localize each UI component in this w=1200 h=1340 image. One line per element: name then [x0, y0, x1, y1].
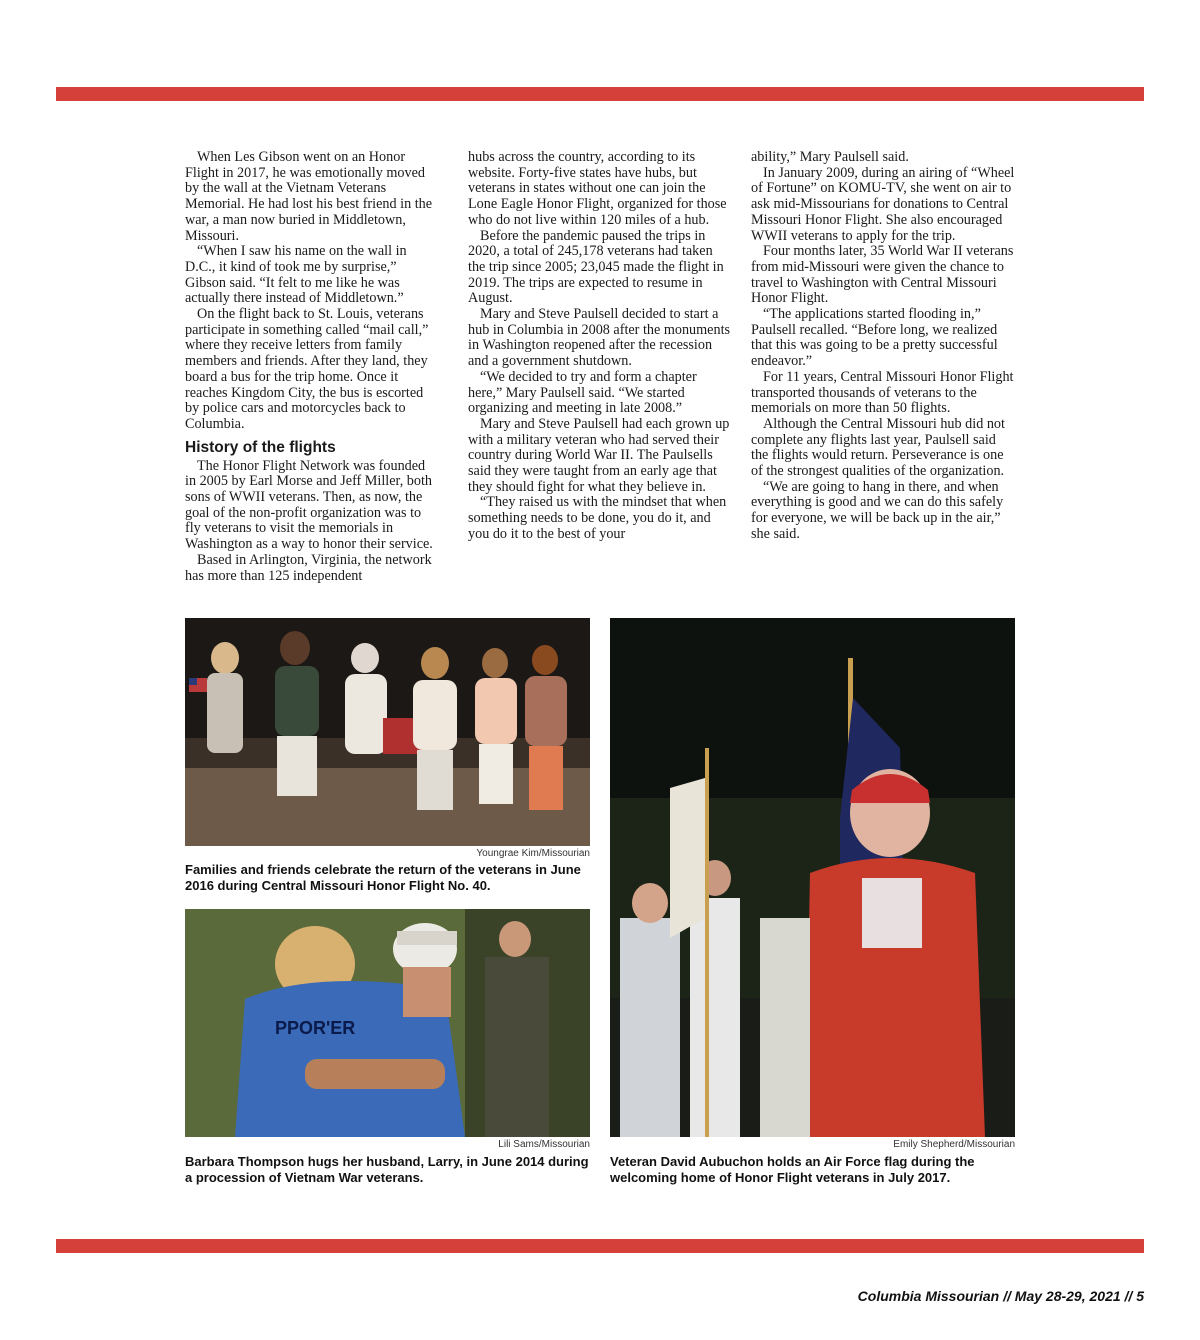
paragraph: ability,” Mary Paulsell said. — [751, 149, 909, 165]
photo-caption: Barbara Thompson hugs her husband, Larry, in June 2014 during a procession of Vietnam War veterans. — [185, 1154, 589, 1185]
paragraph: “They raised us with the mindset that when something needs to be done, you do it, and you do it to the best of your — [468, 494, 727, 542]
paragraph: “We decided to try and form a chapter here,” Mary Paulsell said. “We started organizing and meeting in late 2008.” — [468, 368, 697, 417]
photo-caption: Veteran David Aubuchon holds an Air Force flag during the welcoming home of Honor Flight veterans in July 2017. — [610, 1154, 975, 1185]
paragraph: On the flight back to St. Louis, veterans participate in something called “mail call,” where they receive letters from family members and friends. After they land, they board a bus for the trip home. Once it reaches Kingdom City, the bus is escorted by police cars and motorcycles back to Columbia. — [185, 306, 429, 432]
paragraph: hubs across the country, according to its website. Forty-five states have hubs, but veterans in states without one can join the Lone Eagle Honor Flight, organized for those who do not live within 120 miles of a hub. — [468, 149, 727, 228]
article-column-2 — [468, 150, 732, 543]
photo-credit: Youngrae Kim/Missourian — [476, 848, 590, 859]
paragraph: In January 2009, during an airing of “Wheel of Fortune” on KOMU-TV, she went on air to ask mid-Missourians for donations to Central Missouri Honor Flight. She also encouraged WWII veterans to apply for the trip. — [751, 164, 1015, 244]
article-column-1 — [185, 150, 435, 584]
paragraph: Mary and Steve Paulsell decided to start a hub in Columbia in 2008 after the monuments in Washington reopened after the recession and a government shutdown. — [468, 306, 731, 370]
paragraph: Although the Central Missouri hub did not complete any flights last year, Paulsell said the flights would return. Perseverance is one of the strongest qualities of the organization. — [751, 415, 1005, 480]
shirt-text: PPOR'ER — [275, 1018, 356, 1038]
photo-caption: Families and friends celebrate the return of the veterans in June 2016 during Central Missouri Honor Flight No. 40. — [185, 862, 581, 893]
paragraph: “When I saw his name on the wall in D.C., it kind of took me by surprise,” Gibson said. “It felt to me like he was actually there instead of Middletown.” — [185, 243, 407, 307]
paragraph: When Les Gibson went on an Honor Flight in 2017, he was emotionally moved by the wall at the Vietnam Veterans Memorial. He had lost his best friend in the war, a man now buried in Middletown, Missouri. — [185, 149, 433, 244]
paragraph: Four months later, 35 World War II veterans from mid-Missouri were given the chance to travel to Washington with Central Missouri Honor Flight. — [751, 243, 1014, 307]
article-column-3 — [751, 150, 1015, 543]
paragraph: Based in Arlington, Virginia, the network has more than 125 independent — [185, 551, 432, 584]
photo-families-celebrate — [185, 618, 590, 846]
page-footer: Columbia Missourian // May 28-29, 2021 // 5 — [857, 1288, 1144, 1304]
paragraph: The Honor Flight Network was founded in 2005 by Earl Morse and Jeff Miller, both sons of WWII veterans. Then, as now, the goal of the non-profit organization was to fly veterans to visit the memorials in Washington as a way to honor their service. — [185, 457, 433, 553]
photo-credit: Lili Sams/Missourian — [498, 1139, 590, 1150]
top-red-rule — [56, 87, 1144, 101]
paragraph: Before the pandemic paused the trips in 2020, a total of 245,178 veterans had taken the trip since 2005; 23,045 made the flight in 2019. The trips are expected to resume in August. — [468, 227, 724, 307]
photo-credit: Emily Shepherd/Missourian — [893, 1139, 1015, 1150]
section-heading: History of the flights — [185, 438, 336, 456]
photo-veteran-flag — [610, 618, 1015, 1137]
paragraph: Mary and Steve Paulsell had each grown up with a military veteran who had served their country during World War II. The Paulsells said they were taught from an early age that they should fight for what they believe in. — [468, 415, 730, 495]
paragraph: For 11 years, Central Missouri Honor Flight transported thousands of veterans to the memorials on more than 50 flights. — [751, 368, 1014, 417]
paragraph: “The applications started flooding in,” Paulsell recalled. “Before long, we realized that this was going to be a pretty successful endeavor.” — [751, 306, 998, 370]
paragraph: “We are going to hang in there, and when everything is good and we can do this safely for everyone, we will be back up in the air,” she said. — [751, 478, 1004, 542]
bottom-red-rule — [56, 1239, 1144, 1253]
photo-hug — [185, 909, 590, 1137]
